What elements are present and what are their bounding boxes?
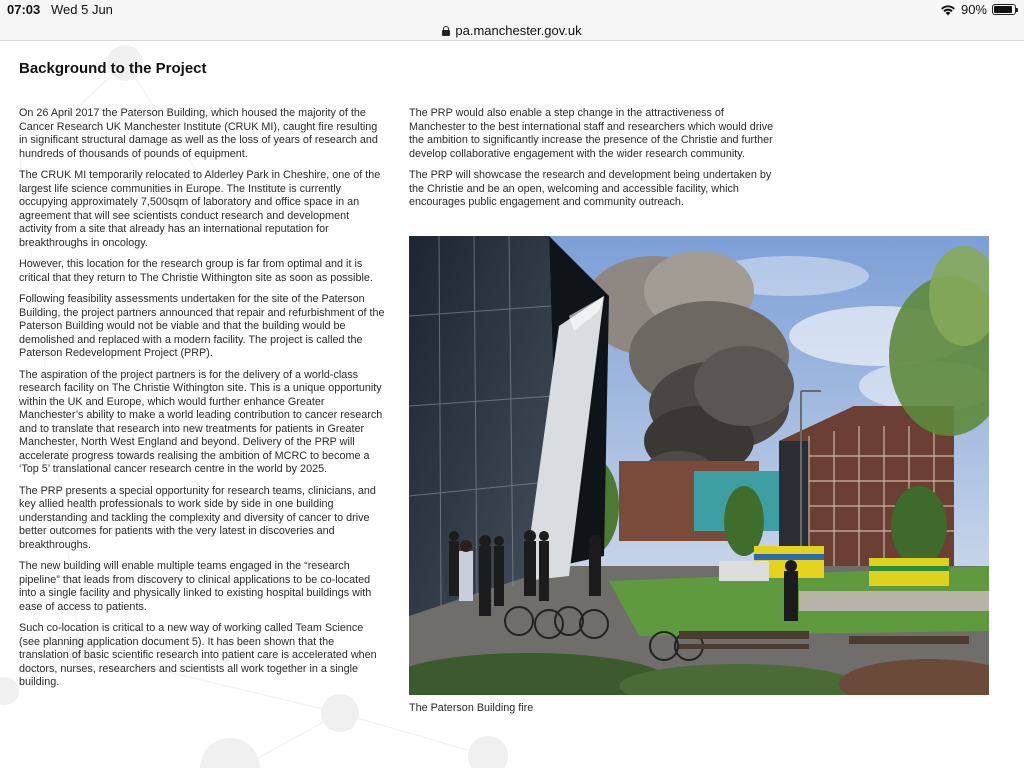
paragraph: The PRP will showcase the research and development being undertaken by the Christie and be an open, welcoming and accessible facility, which encourages public engagement and community outreach.	[409, 169, 772, 208]
url-text[interactable]: pa.manchester.gov.uk	[455, 22, 582, 38]
battery-icon	[992, 4, 1016, 15]
paterson-building-fire-photo	[409, 236, 989, 695]
status-date: Wed 5 Jun	[51, 2, 113, 17]
lock-icon	[442, 26, 450, 36]
paragraph: The aspiration of the project partners is for the delivery of a world-class research facility on The Christie Withington site. This is a unique opportunity within the UK and Europe, which would further enhance Greater Manchester’s ability to make a world leading contribution to cancer research and to translate that research into new treatments for patients in Greater Manchester, North West England and beyond. Delivery of the PRP will accelerate progress towards realising the ambition of MCRC to become a ‘Top 5’ translational cancer research centre in the world by 2025.	[19, 368, 383, 475]
paragraph: On 26 April 2017 the Paterson Building, which housed the majority of the Cancer Research UK Manchester Institute (CRUK MI), caught fire resulting in significant structural damage as well as the loss of years of research and hundreds of thousands of pounds of equipment.	[19, 107, 378, 160]
paragraph: Following feasibility assessments undertaken for the site of the Paterson Building, the project partners announced that repair and refurbishment of the Paterson Building would not be viable and that the building would be demolished and replaced with a modern facility. The project is called the Paterson Redevelopment Project (PRP).	[19, 293, 385, 359]
paragraph: The new building will enable multiple teams engaged in the “research pipeline” that leads from discovery to clinical applications to be co-located into a single facility and physically linked to existing hospital buildings with ease of access to patients.	[19, 560, 372, 613]
paragraph: The PRP presents a special opportunity for research teams, clinicians, and key allied health professionals to work side by side in one building understanding and tackling the complexity and diversity of cancer to drive better outcomes for patients with the very latest in discoveries and breakthroughs.	[19, 484, 376, 551]
battery-fill	[994, 6, 1012, 13]
address-bar[interactable]	[0, 20, 1024, 41]
page-title: Background to the Project	[19, 60, 207, 77]
status-time: 07:03	[7, 2, 41, 17]
wifi-icon	[940, 4, 956, 16]
battery-percentage: 90%	[960, 2, 987, 17]
left-text-column	[19, 107, 385, 698]
paragraph: The PRP would also enable a step change in the attractiveness of Manchester to the best international staff and researchers which would drive the ambition to significantly increase the presence of the Christie and further develop collaborative engagement with the wider research community.	[409, 107, 774, 160]
status-right	[940, 2, 1016, 17]
right-text-column	[409, 107, 781, 218]
paragraph: However, this location for the research group is far from optimal and it is critical that they return to The Christie Withington site as soon as possible.	[19, 258, 373, 284]
photo-caption: The Paterson Building fire	[409, 702, 534, 714]
paragraph: Such co-location is critical to a new way of working called Team Science (see planning application document 5). It has been shown that the translation of basic scientific research into patient care is accelerated when doctors, nurses, researchers and scientists all work together in a single building.	[19, 622, 377, 688]
document-page	[0, 41, 1024, 768]
paragraph: The CRUK MI temporarily relocated to Alderley Park in Cheshire, one of the largest life science communities in Europe. The Institute is currently occupying approximately 7,500sqm of laboratory and office space in an agreement that will see scientists conduct research and development activity from a site that already has an international reputation for breakthroughs in oncology.	[19, 169, 381, 249]
status-bar	[0, 0, 1024, 20]
